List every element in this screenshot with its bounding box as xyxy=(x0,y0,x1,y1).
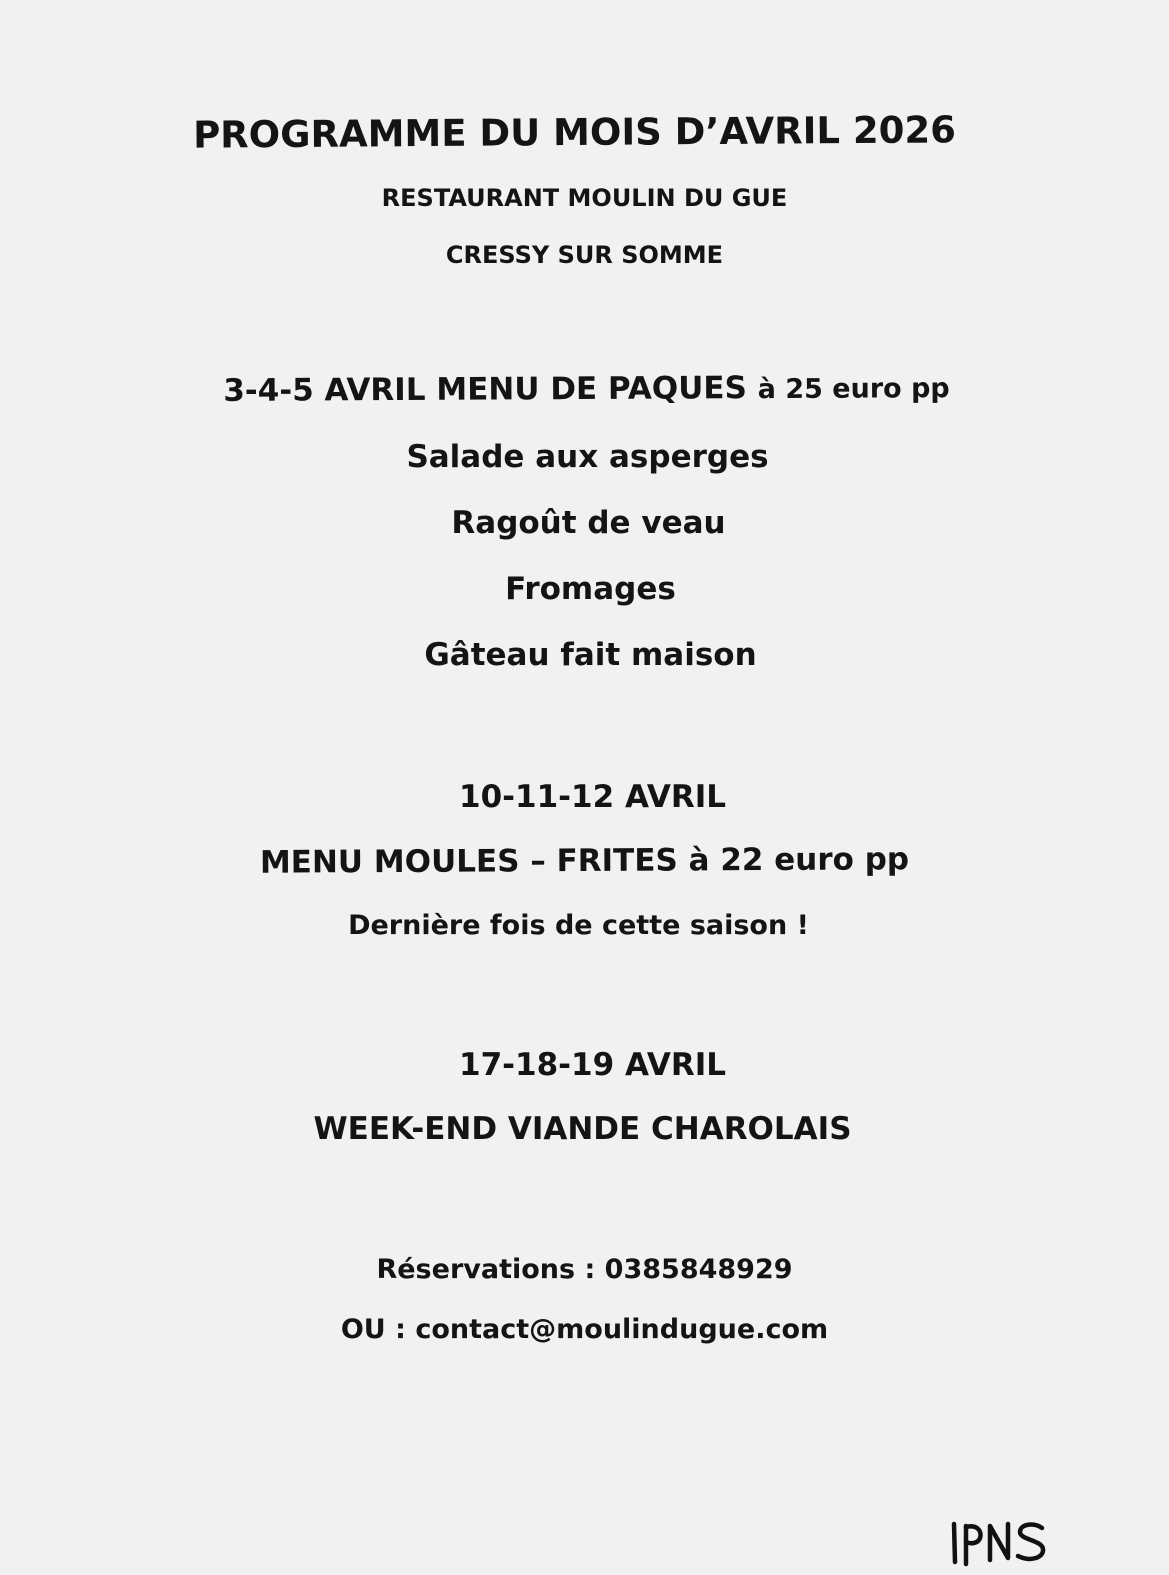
charolais-weekend-title: WEEK-END VIANDE CHAROLAIS xyxy=(313,1111,852,1147)
page-title: PROGRAMME DU MOIS D’AVRIL 2026 xyxy=(192,108,957,157)
mussels-menu-dates: 10-11-12 AVRIL xyxy=(459,779,726,815)
reservations-phone: Réservations : 0385848929 xyxy=(376,1254,793,1285)
easter-menu-heading xyxy=(2,371,1169,408)
easter-menu-price: à 25 euro pp xyxy=(757,373,950,406)
restaurant-name: RESTAURANT MOULIN DU GUE xyxy=(381,184,788,212)
ipns-stamp-drawing xyxy=(946,1518,1056,1568)
ipns-handwritten-stamp-icon xyxy=(946,1518,1056,1568)
easter-dish: Fromages xyxy=(505,571,676,607)
mussels-menu-note: Dernière fois de cette saison ! xyxy=(348,910,809,941)
restaurant-location: CRESSY SUR SOMME xyxy=(445,241,724,269)
easter-menu-title: 3-4-5 AVRIL MENU DE PAQUES xyxy=(223,370,747,409)
easter-dish: Gâteau fait maison xyxy=(424,637,757,673)
easter-dish: Salade aux asperges xyxy=(406,439,769,475)
mussels-menu-title: MENU MOULES – FRITES à 22 euro pp xyxy=(259,841,910,881)
contact-email: OU : contact@moulindugue.com xyxy=(340,1314,829,1345)
easter-dish: Ragoût de veau xyxy=(451,505,726,541)
charolais-weekend-dates: 17-18-19 AVRIL xyxy=(459,1047,726,1083)
